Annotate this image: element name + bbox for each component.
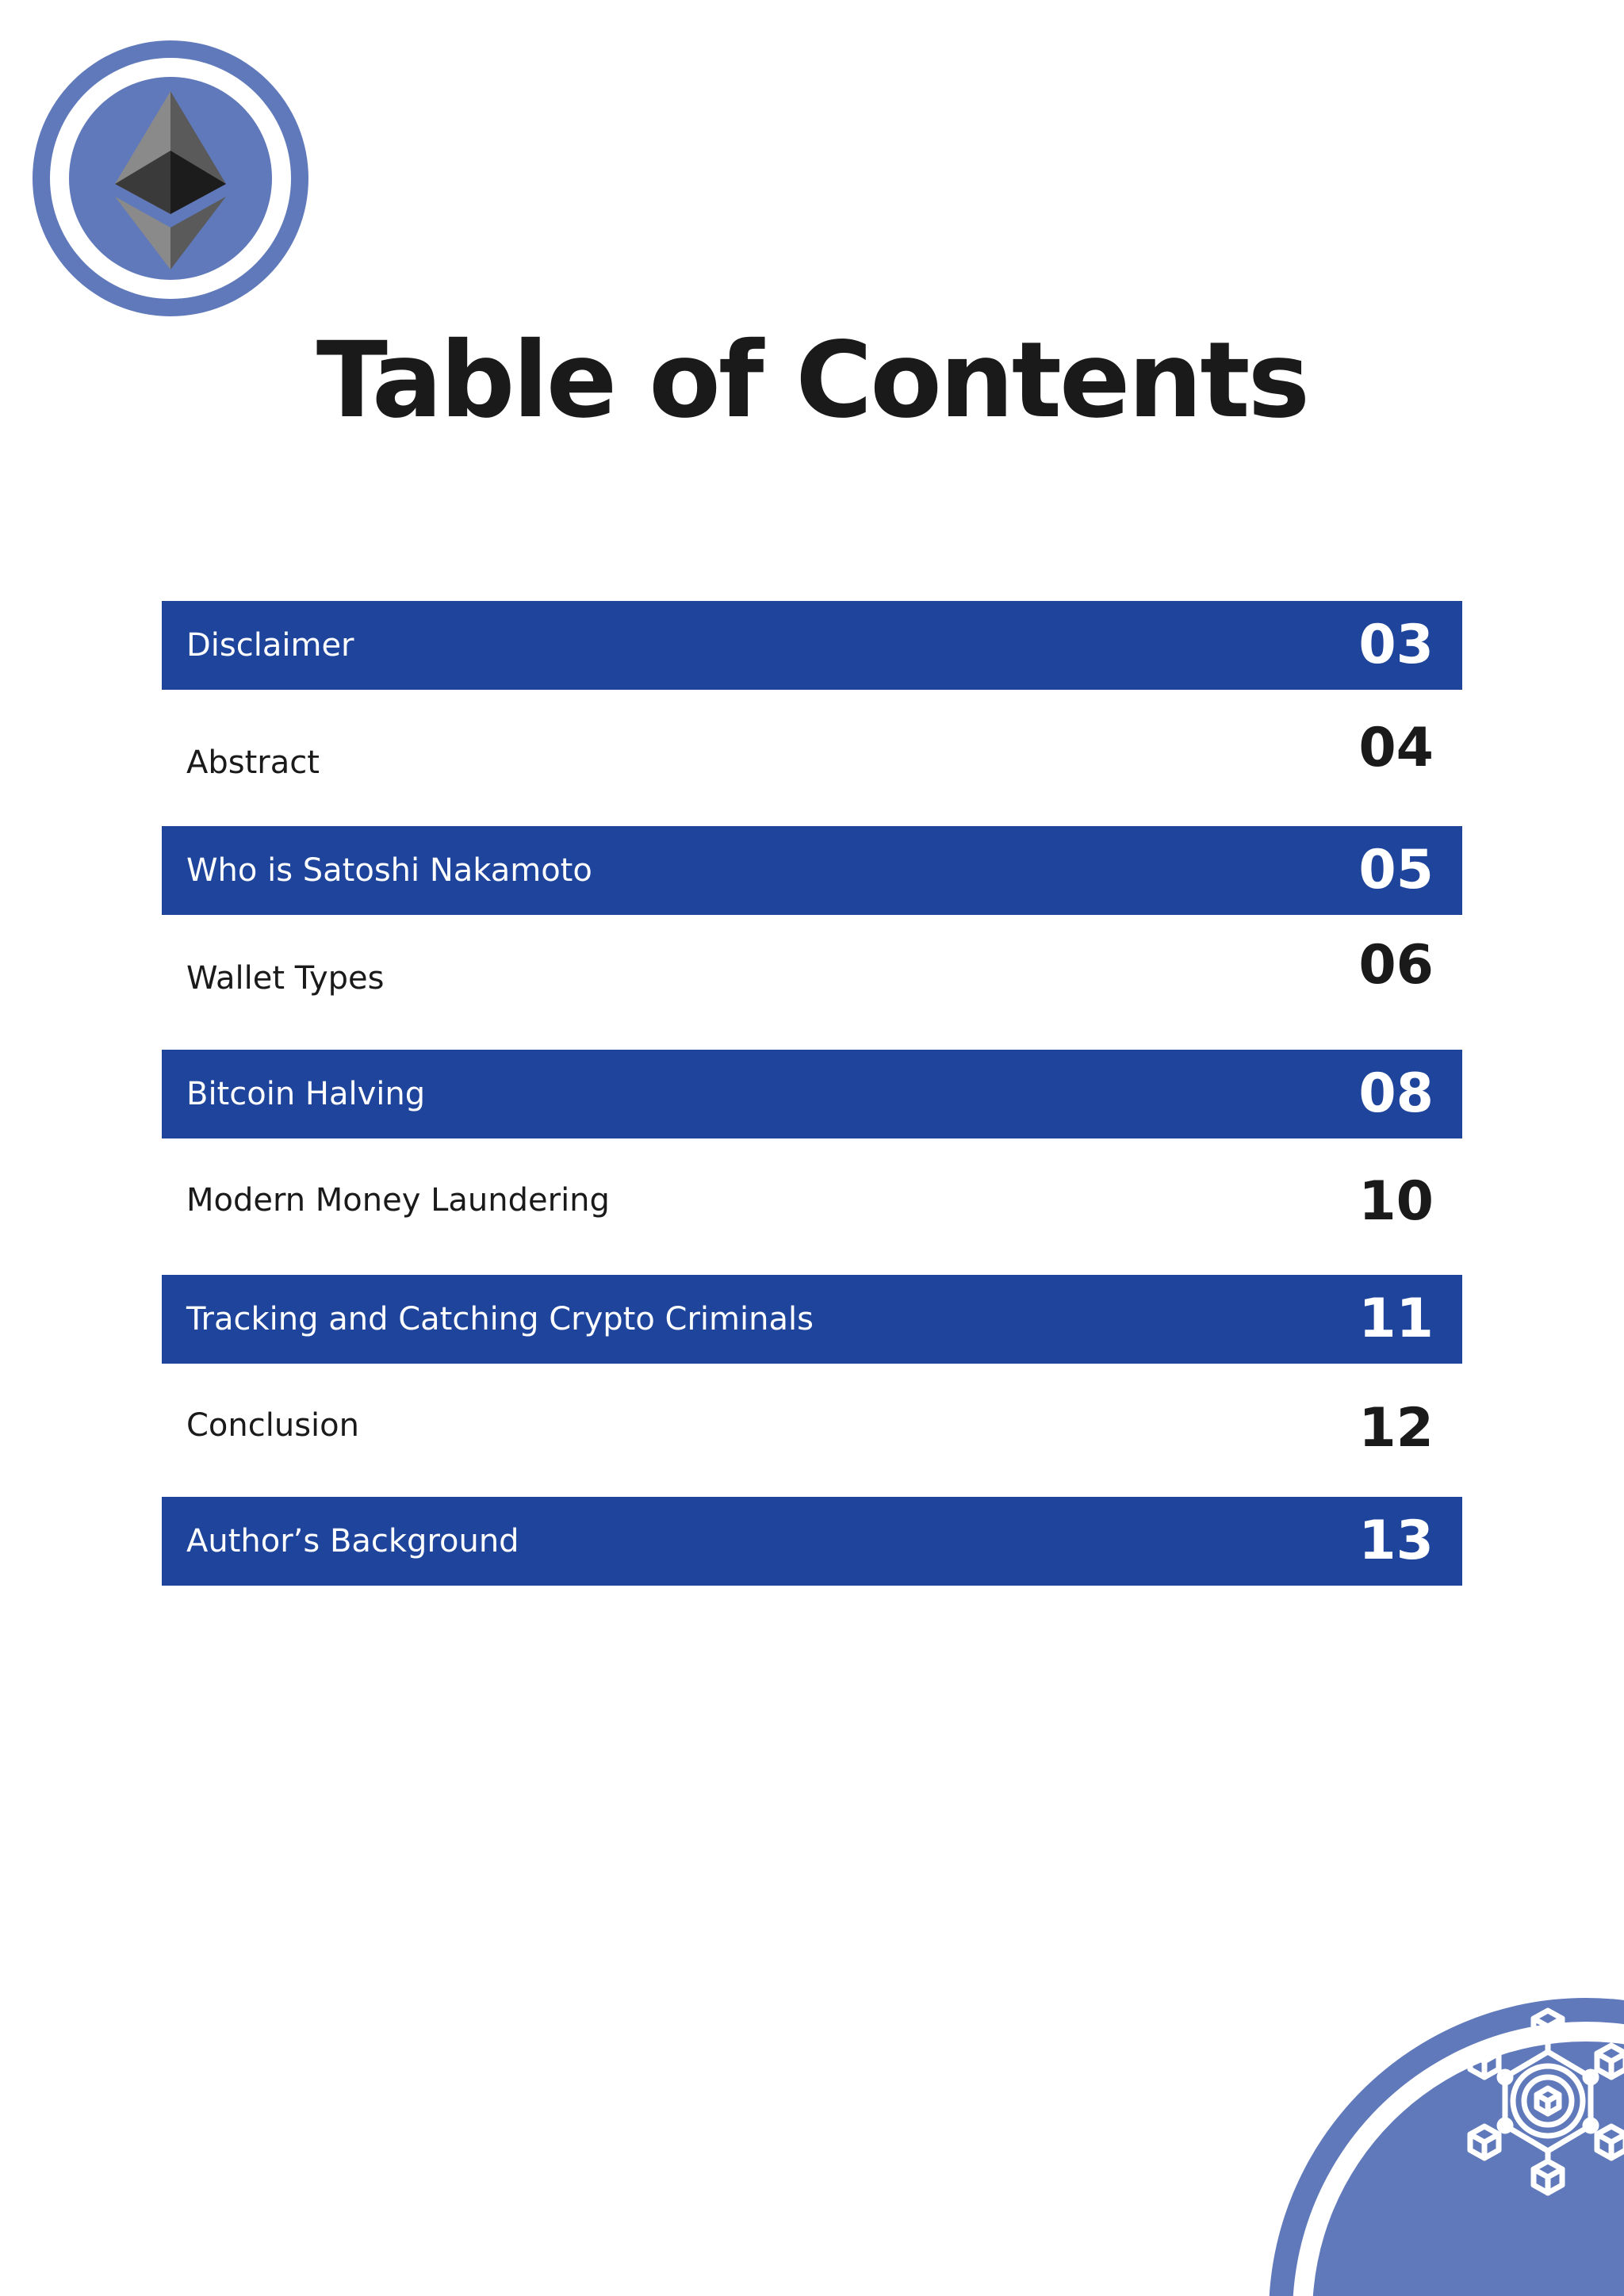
toc-item-label: Who is Satoshi Nakamoto [186, 852, 592, 889]
toc-item-page-number: 05 [1358, 839, 1434, 901]
ethereum-logo-icon [32, 40, 309, 317]
toc-item-who-is-satoshi-nakamoto[interactable] [162, 826, 1462, 915]
toc-item-label: Abstract [186, 744, 320, 781]
toc-item-page-number: 12 [1358, 1397, 1434, 1460]
toc-item-page-number: 06 [1358, 934, 1434, 997]
toc-item-label: Wallet Types [186, 960, 385, 997]
toc-item-disclaimer[interactable] [162, 601, 1462, 690]
toc-item-page-number: 03 [1358, 614, 1434, 676]
toc-item-page-number: 10 [1358, 1170, 1434, 1233]
page-title: Table of Contents [316, 320, 1308, 442]
toc-item-label: Conclusion [186, 1407, 359, 1444]
toc-item-label: Tracking and Catching Crypto Criminals [186, 1301, 814, 1337]
toc-item-page-number: 04 [1358, 717, 1434, 779]
toc-item-page-number: 13 [1358, 1510, 1434, 1572]
toc-item-label: Disclaimer [186, 627, 354, 664]
toc-item-tracking-and-catching-crypto-criminals[interactable] [162, 1275, 1462, 1364]
toc-item-modern-money-laundering[interactable] [162, 1138, 1462, 1275]
toc-item-label: Bitcoin Halving [186, 1076, 426, 1112]
toc-item-wallet-types[interactable] [162, 915, 1462, 1050]
blockchain-network-icon [1269, 1958, 1624, 2296]
toc-item-conclusion[interactable] [162, 1364, 1462, 1497]
toc-item-page-number: 08 [1358, 1062, 1434, 1125]
toc-item-abstract[interactable] [162, 690, 1462, 826]
toc-item-label: Modern Money Laundering [186, 1182, 610, 1219]
toc-item-authors-background[interactable] [162, 1497, 1462, 1586]
toc-item-page-number: 11 [1358, 1288, 1434, 1350]
toc-item-bitcoin-halving[interactable] [162, 1050, 1462, 1138]
toc-item-label: Author’s Background [186, 1523, 519, 1559]
